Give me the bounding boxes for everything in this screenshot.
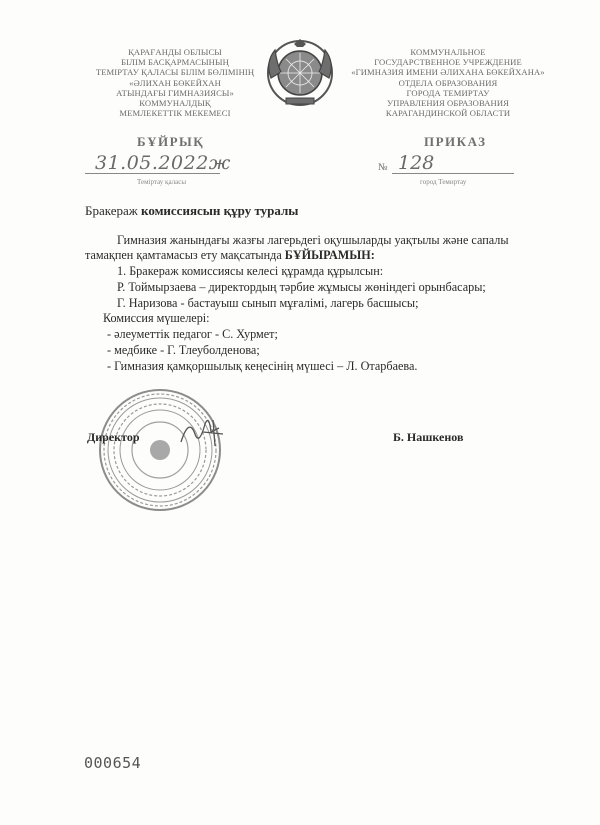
order-number: 128 (398, 152, 435, 174)
header-right-line: УПРАВЛЕНИЯ ОБРАЗОВАНИЯ (386, 98, 509, 109)
header-left-line: БІЛІМ БАСҚАРМАСЫНЫҢ (121, 57, 229, 68)
header-left-line: МЕМЛЕКЕТТІК МЕКЕМЕСІ (119, 108, 231, 119)
director-signature-icon (175, 412, 225, 452)
director-label: Директор (87, 430, 140, 444)
body-line-text: тамақпен қамтамасыз ету мақсатында (85, 248, 285, 262)
body-line: 1. Бракераж комиссиясы келесі құрамда құрылсын: (117, 264, 384, 278)
state-emblem-icon (261, 38, 339, 108)
header-right-line: ОТДЕЛА ОБРАЗОВАНИЯ (398, 77, 498, 88)
header-left-line: ТЕМІРТАУ ҚАЛАСЫ БІЛІМ БӨЛІМІНІҢ (95, 67, 255, 78)
body-line: - Гимназия қамқоршылық кеңесінің мүшесі – Л. Отарбаева. (107, 359, 418, 373)
header-left-line: «ӘЛИХАН БӨКЕЙХАН (129, 77, 221, 88)
body-line: Комиссия мүшелері: (103, 311, 210, 325)
body-line: - әлеуметтік педагог - С. Хурмет; (107, 327, 278, 341)
order-title-kz: БҰЙРЫҚ (137, 134, 205, 149)
body-line (85, 248, 375, 263)
body-line: Г. Наризова - бастауыш сынып мұғалімі, лагерь басшысы; (117, 296, 419, 310)
number-mark: № (378, 162, 388, 173)
header-left-line: КОММУНАЛДЫҚ (139, 98, 211, 109)
date-caption: Теміртау қаласы (137, 178, 187, 186)
date-underline (85, 173, 220, 174)
body-line: Гимназия жанындағы жазғы лагерьдегі оқушыларды уақтылы және сапалы (117, 233, 509, 247)
header-right-line: КАРАГАНДИНСКОЙ ОБЛАСТИ (385, 108, 511, 119)
order-subject (85, 203, 298, 219)
body-line: Р. Тоймырзаева – директордың тәрбие жұмысы жөніндегі орынбасары; (117, 280, 486, 294)
number-caption: город Темиртау (420, 178, 467, 186)
header-right-line: «ГИМНАЗИЯ ИМЕНИ ӘЛИХАНА БӨКЕЙХАНА» (351, 67, 545, 78)
order-date: 31.05.2022ж (95, 152, 231, 174)
header-left-block (80, 47, 270, 118)
body-line: - медбике - Г. Тлеуболденова; (107, 343, 260, 357)
order-title-ru: ПРИКАЗ (424, 134, 487, 149)
number-underline (392, 173, 514, 174)
header-right-line: ГОСУДАРСТВЕННОЕ УЧРЕЖДЕНИЕ (374, 57, 522, 68)
header-right-block (338, 47, 558, 118)
header-left-line: АТЫНДАҒЫ ГИМНАЗИЯСЫ» (116, 87, 234, 98)
subject-prefix: Бракераж (85, 203, 138, 218)
subject-rest: комиссиясын құру туралы (141, 203, 299, 218)
header-left-line: ҚАРАҒАНДЫ ОБЛЫСЫ (128, 47, 222, 57)
header-right-line: ГОРОДА ТЕМИРТАУ (406, 87, 490, 98)
header-right-line: КОММУНАЛЬНОЕ (410, 47, 486, 57)
director-name: Б. Нашкенов (393, 430, 464, 444)
order-keyword: БҰЙЫРАМЫН: (284, 248, 375, 262)
document-serial-number: 000654 (84, 754, 142, 772)
